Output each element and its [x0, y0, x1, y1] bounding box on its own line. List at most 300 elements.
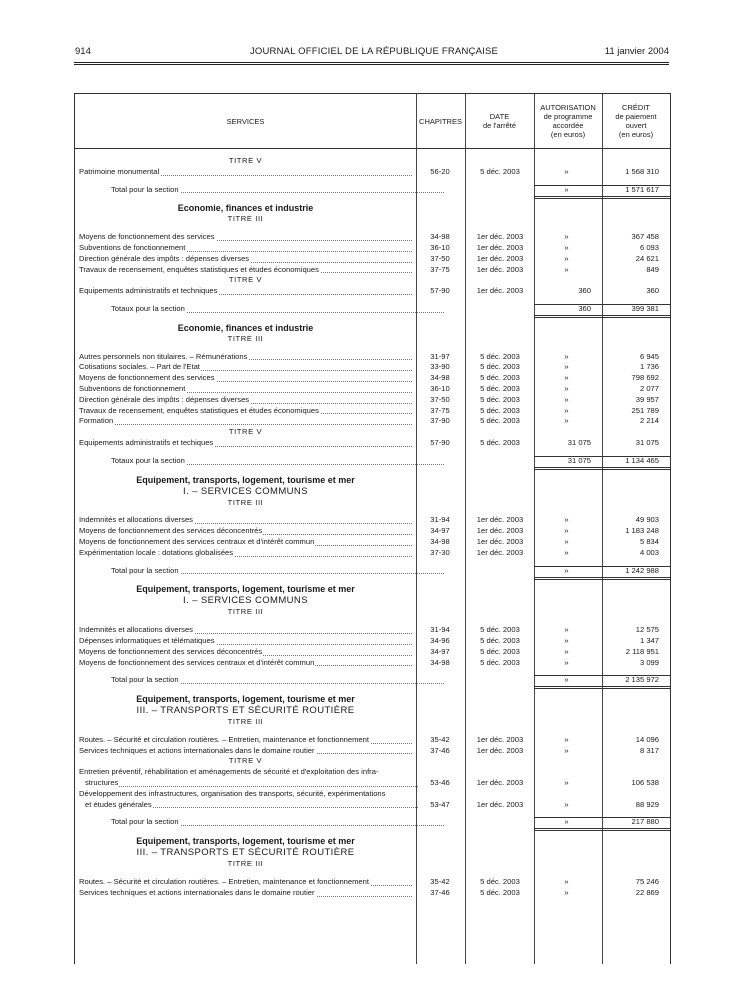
- service-label: [79, 636, 412, 647]
- credit-cell: [599, 362, 669, 373]
- table-row: [75, 717, 670, 728]
- table-row: [75, 304, 670, 315]
- autorisation-cell: »: [564, 547, 569, 557]
- titre-heading: TITRE V: [228, 156, 263, 165]
- subsection-heading: I. – SERVICES COMMUNS: [183, 595, 308, 607]
- autorisation-cell: »: [564, 184, 569, 194]
- credit-value: 5 834: [639, 536, 659, 546]
- service-text: Total pour la section: [111, 565, 179, 575]
- credit-cell: [599, 877, 669, 888]
- table-row: [75, 486, 670, 498]
- autorisation-cell: »: [564, 625, 569, 635]
- section-heading: Equipement, transports, logement, tourisme et mer: [136, 836, 355, 847]
- autorisation-cell: »: [564, 383, 569, 393]
- credit-cell: [599, 254, 669, 265]
- table-row: [75, 406, 670, 417]
- credit-value: 1 571 617: [625, 184, 659, 194]
- table-row: [75, 373, 670, 384]
- date-cell: 1er déc. 2003: [476, 232, 524, 242]
- credit-value: 367 458: [631, 232, 659, 242]
- table-row: [75, 178, 670, 185]
- credit-cell: [599, 304, 669, 315]
- chapitre-cell: 35-42: [430, 734, 450, 744]
- credit-value: 798 692: [631, 373, 659, 383]
- date-cell: 1er déc. 2003: [476, 242, 524, 252]
- date-cell: 5 déc. 2003: [480, 646, 520, 656]
- chapitre-cell: 33-90: [430, 362, 450, 372]
- service-label: [79, 548, 412, 559]
- table-row: [75, 467, 670, 474]
- service-label: [79, 625, 412, 636]
- chapitre-cell: 56-20: [430, 166, 450, 176]
- table-row: [75, 515, 670, 526]
- table-row: [75, 334, 670, 345]
- autorisation-cell: »: [564, 799, 569, 809]
- table-row: [75, 566, 670, 577]
- table-row: [75, 800, 670, 811]
- autorisation-cell: 360: [578, 286, 591, 296]
- service-text: Dépenses informatiques et télématiques: [79, 635, 215, 645]
- credit-cell: [599, 243, 669, 254]
- table-row: [75, 345, 670, 352]
- page-number: 914: [75, 46, 91, 57]
- credit-value: 39 957: [635, 394, 659, 404]
- service-label: [79, 877, 412, 888]
- table-row: [75, 686, 670, 693]
- date-cell: 1er déc. 2003: [476, 547, 524, 557]
- titre-heading: TITRE III: [227, 717, 264, 727]
- table-row: [75, 888, 670, 899]
- table-row: [75, 746, 670, 757]
- leader-dots: [85, 786, 418, 787]
- credit-cell: [599, 526, 669, 537]
- service-label: [79, 767, 412, 778]
- service-text: Totaux pour la section: [111, 303, 185, 313]
- autorisation-cell: »: [564, 817, 569, 827]
- credit-value: 3 099: [639, 657, 659, 667]
- credit-value: 2 214: [639, 416, 659, 426]
- autorisation-cell: 31 075: [567, 437, 591, 447]
- date-cell: 5 déc. 2003: [480, 166, 520, 176]
- service-label: [79, 373, 412, 384]
- credit-cell: [599, 167, 669, 178]
- autorisation-cell: »: [564, 675, 569, 685]
- chapitre-cell: 37-75: [430, 405, 450, 415]
- table-row: [75, 225, 670, 232]
- table-row: [75, 595, 670, 607]
- credit-cell: [599, 675, 669, 686]
- col-header-date: DATE de l'arrêté: [465, 94, 534, 149]
- table-row: [75, 548, 670, 559]
- date-cell: 5 déc. 2003: [480, 416, 520, 426]
- chapitre-cell: 53-46: [430, 778, 450, 788]
- table-row: [75, 647, 670, 658]
- credit-value: 88 929: [635, 799, 659, 809]
- service-text: Patrimoine monumental: [79, 166, 160, 176]
- table-row: [75, 254, 670, 265]
- service-label: [79, 243, 412, 254]
- table-row: [75, 877, 670, 888]
- service-text: Direction générale des impôts : dépenses diverses: [79, 394, 250, 404]
- chapitre-cell: 36-10: [430, 383, 450, 393]
- service-text: Services techniques et actions internationales dans le domaine routier: [79, 887, 315, 897]
- table-row: [75, 828, 670, 835]
- service-text: Indemnités et allocations diverses: [79, 625, 193, 635]
- chapitre-cell: 34-97: [430, 526, 450, 536]
- credit-value: 6 945: [639, 351, 659, 361]
- table-row: [75, 693, 670, 705]
- chapitre-cell: 34-98: [430, 536, 450, 546]
- table-row: [75, 756, 670, 767]
- autorisation-cell: 360: [578, 303, 591, 313]
- service-text: Autres personnels non titulaires. – Rémunérations: [79, 351, 248, 361]
- table-row: [75, 352, 670, 363]
- table-row: [75, 243, 670, 254]
- service-label: [79, 746, 412, 757]
- autorisation-cell: »: [564, 657, 569, 667]
- chapitre-cell: 34-98: [430, 232, 450, 242]
- chapitre-cell: 34-98: [430, 373, 450, 383]
- table-row: [75, 195, 670, 202]
- service-text: et études générales: [85, 799, 152, 809]
- date-cell: 5 déc. 2003: [480, 877, 520, 887]
- total-label: [111, 185, 444, 196]
- credit-value: 360: [646, 286, 659, 296]
- chapitre-cell: 57-90: [430, 286, 450, 296]
- service-text: Equipements administratifs et techniques: [79, 286, 218, 296]
- autorisation-cell: »: [564, 253, 569, 263]
- service-text: Direction générale des impôts : dépenses diverses: [79, 253, 250, 263]
- table-row: [75, 767, 670, 778]
- total-label: [111, 304, 444, 315]
- credit-cell: [599, 384, 669, 395]
- autorisation-cell: »: [564, 565, 569, 575]
- autorisation-cell: »: [564, 416, 569, 426]
- credit-value: 6 093: [639, 242, 659, 252]
- table-row: [75, 859, 670, 870]
- service-text: Total pour la section: [111, 675, 179, 685]
- date-cell: 5 déc. 2003: [480, 657, 520, 667]
- service-text: Travaux de recensement, enquêtes statistiques et études économiques: [79, 264, 319, 274]
- service-label: [79, 406, 412, 417]
- chapitre-cell: 34-96: [430, 635, 450, 645]
- service-text: Formation: [79, 416, 114, 426]
- credit-value: 31 075: [635, 437, 659, 447]
- credit-value: 1 134 465: [625, 455, 659, 465]
- credit-cell: [599, 438, 669, 449]
- credit-value: 1 242 988: [625, 565, 659, 575]
- service-label: [79, 416, 412, 427]
- credit-cell: [599, 548, 669, 559]
- service-text: Total pour la section: [111, 817, 179, 827]
- table-row: [75, 576, 670, 583]
- table-row: [75, 416, 670, 427]
- total-label: [111, 566, 444, 577]
- service-label: [79, 384, 412, 395]
- table-row: [75, 658, 670, 669]
- service-text: Moyens de fonctionnement des services centraux et d'intérêt commun: [79, 657, 315, 667]
- service-label: [79, 526, 412, 537]
- credit-cell: [599, 636, 669, 647]
- credit-value: 24 621: [635, 253, 659, 263]
- table-row: [75, 625, 670, 636]
- credit-value: 75 246: [635, 877, 659, 887]
- credit-cell: [599, 416, 669, 427]
- service-text: Total pour la section: [111, 184, 179, 194]
- section-heading: Economie, finances et industrie: [177, 322, 314, 333]
- autorisation-cell: »: [564, 877, 569, 887]
- credit-value: 251 789: [631, 405, 659, 415]
- titre-heading: TITRE V: [228, 756, 263, 766]
- date-cell: 5 déc. 2003: [480, 383, 520, 393]
- total-label: [111, 817, 444, 828]
- date-cell: 1er déc. 2003: [476, 515, 524, 525]
- credit-cell: [599, 800, 669, 811]
- titre-heading: TITRE III: [227, 607, 264, 617]
- date-cell: 1er déc. 2003: [476, 286, 524, 296]
- chapitre-cell: 53-47: [430, 799, 450, 809]
- service-label: [79, 232, 412, 243]
- credit-cell: [599, 456, 669, 467]
- chapitre-cell: 34-97: [430, 646, 450, 656]
- table-row: [75, 778, 670, 789]
- autorisation-cell: »: [564, 646, 569, 656]
- col-header-services: SERVICES: [75, 94, 416, 149]
- table-row: [75, 675, 670, 686]
- service-text: Subventions de fonctionnement: [79, 383, 186, 393]
- service-text: Moyens de fonctionnement des services: [79, 373, 215, 383]
- chapitre-cell: 57-90: [430, 437, 450, 447]
- credit-cell: [599, 286, 669, 297]
- service-text: Routes. – Sécurité et circulation routières. – Entretien, maintenance et fonctionnement: [79, 734, 369, 744]
- table-row: [75, 636, 670, 647]
- table-row: [75, 810, 670, 817]
- credit-value: 14 096: [635, 734, 659, 744]
- date-cell: 1er déc. 2003: [476, 799, 524, 809]
- credit-value: 399 381: [631, 303, 659, 313]
- chapitre-cell: 31-97: [430, 351, 450, 361]
- titre-heading: TITRE V: [228, 427, 263, 437]
- table-row: [75, 705, 670, 717]
- table-row: [75, 315, 670, 322]
- service-text: Services techniques et actions internationales dans le domaine routier: [79, 745, 315, 755]
- table-row: [75, 232, 670, 243]
- service-text: Subventions de fonctionnement: [79, 242, 186, 252]
- service-text: Totaux pour la section: [111, 455, 185, 465]
- service-text: Entretien préventif, réhabilitation et aménagements de sécurité et d'exploitation des infra-: [79, 767, 379, 777]
- service-text: Moyens de fonctionnement des services déconcentrés: [79, 646, 263, 656]
- service-label: [79, 537, 412, 548]
- table-row: [75, 167, 670, 178]
- credit-value: 1 568 310: [625, 166, 659, 176]
- table-row: [75, 438, 670, 449]
- date-cell: 1er déc. 2003: [476, 526, 524, 536]
- table-row: [75, 847, 670, 859]
- credit-value: 8 317: [639, 745, 659, 755]
- total-label: [111, 456, 444, 467]
- section-heading: Economie, finances et industrie: [177, 203, 314, 214]
- chapitre-cell: 31-94: [430, 515, 450, 525]
- credit-cell: [599, 746, 669, 757]
- credit-cell: [599, 265, 669, 276]
- service-text: Equipements administratifs et techiques: [79, 437, 214, 447]
- service-label: [79, 362, 412, 373]
- table-row: [75, 728, 670, 735]
- table-row: [75, 668, 670, 675]
- table-row: [75, 559, 670, 566]
- credit-cell: [599, 232, 669, 243]
- autorisation-cell: »: [564, 405, 569, 415]
- table-row: [75, 156, 670, 167]
- autorisation-cell: »: [564, 515, 569, 525]
- credit-value: 1 347: [639, 635, 659, 645]
- autorisation-cell: »: [564, 351, 569, 361]
- col-header-credit: CRÉDIT de paiement ouvert (en euros): [602, 94, 670, 149]
- credit-value: 22 869: [635, 887, 659, 897]
- chapitre-cell: 37-46: [430, 745, 450, 755]
- credits-table: [74, 93, 671, 964]
- leader-dots: [79, 424, 412, 425]
- credit-cell: [599, 658, 669, 669]
- credit-value: 2 135 972: [625, 675, 659, 685]
- date-cell: 1er déc. 2003: [476, 536, 524, 546]
- titre-heading: TITRE III: [227, 333, 264, 343]
- date-cell: 5 déc. 2003: [480, 394, 520, 404]
- table-row: [75, 817, 670, 828]
- service-label: [79, 286, 412, 297]
- table-row: [75, 202, 670, 214]
- col-header-autorisation: AUTORISATION de programme accordée (en euros): [534, 94, 602, 149]
- date-cell: 1er déc. 2003: [476, 253, 524, 263]
- titre-heading: TITRE III: [227, 214, 264, 224]
- service-label: [79, 647, 412, 658]
- table-row: [75, 322, 670, 334]
- credit-cell: [599, 406, 669, 417]
- chapitre-cell: 37-46: [430, 887, 450, 897]
- table-row: [75, 508, 670, 515]
- date-cell: 5 déc. 2003: [480, 625, 520, 635]
- chapitre-cell: 35-42: [430, 877, 450, 887]
- service-label: [79, 254, 412, 265]
- titre-heading: TITRE V: [228, 275, 263, 285]
- table-body: [75, 149, 670, 899]
- autorisation-cell: »: [564, 778, 569, 788]
- chapitre-cell: 37-75: [430, 264, 450, 274]
- date-cell: 1er déc. 2003: [476, 734, 524, 744]
- subsection-heading: III. – TRANSPORTS ET SÉCURITÉ ROUTIÈRE: [136, 847, 355, 859]
- service-label: [85, 778, 418, 789]
- chapitre-cell: 34-98: [430, 657, 450, 667]
- credit-value: 106 538: [631, 778, 659, 788]
- table-row: [75, 835, 670, 847]
- service-label: [79, 395, 412, 406]
- date-cell: 5 déc. 2003: [480, 635, 520, 645]
- table-row: [75, 395, 670, 406]
- credit-cell: [599, 185, 669, 196]
- credit-cell: [599, 566, 669, 577]
- col-header-chapitres: CHAPITRES: [416, 94, 465, 149]
- table-row: [75, 537, 670, 548]
- autorisation-cell: »: [564, 362, 569, 372]
- service-label: [79, 735, 412, 746]
- credit-cell: [599, 373, 669, 384]
- table-row: [75, 789, 670, 800]
- autorisation-cell: 31 075: [567, 455, 591, 465]
- chapitre-cell: 37-50: [430, 253, 450, 263]
- subsection-heading: I. – SERVICES COMMUNS: [183, 485, 308, 497]
- titre-heading: TITRE III: [227, 497, 264, 507]
- date-cell: 5 déc. 2003: [480, 351, 520, 361]
- table-row: [75, 384, 670, 395]
- table-row: [75, 149, 670, 156]
- autorisation-cell: »: [564, 635, 569, 645]
- table-row: [75, 185, 670, 196]
- table-row: [75, 607, 670, 618]
- date-cell: 1er déc. 2003: [476, 778, 524, 788]
- credit-cell: [599, 735, 669, 746]
- credit-value: 1 183 248: [625, 526, 659, 536]
- autorisation-cell: »: [564, 526, 569, 536]
- date-cell: 1er déc. 2003: [476, 745, 524, 755]
- credit-value: 49 903: [635, 515, 659, 525]
- service-text: Cotisations sociales. – Part de l'Etat: [79, 362, 200, 372]
- service-text: Développement des infrastructures, organisation des transports, sécurité, expérimentations: [79, 788, 386, 798]
- subsection-heading: III. – TRANSPORTS ET SÉCURITÉ ROUTIÈRE: [136, 705, 355, 717]
- table-row: [75, 456, 670, 467]
- service-text: Moyens de fonctionnement des services centraux et d'intérêt commun: [79, 536, 315, 546]
- autorisation-cell: »: [564, 734, 569, 744]
- section-heading: Equipement, transports, logement, tourisme et mer: [136, 694, 355, 705]
- credit-value: 849: [646, 264, 659, 274]
- credit-value: 2 077: [639, 383, 659, 393]
- service-text: Indemnités et allocations diverses: [79, 515, 193, 525]
- service-label: [79, 438, 412, 449]
- table-row: [75, 735, 670, 746]
- table-row: [75, 618, 670, 625]
- credit-cell: [599, 647, 669, 658]
- credit-value: 1 736: [639, 362, 659, 372]
- service-label: [79, 789, 412, 800]
- table-row: [75, 286, 670, 297]
- service-text: Travaux de recensement, enquêtes statistiques et études économiques: [79, 405, 319, 415]
- credit-value: 4 003: [639, 547, 659, 557]
- total-label: [111, 675, 444, 686]
- credit-cell: [599, 625, 669, 636]
- date-cell: 5 déc. 2003: [480, 887, 520, 897]
- service-label: [85, 800, 418, 811]
- chapitre-cell: 36-10: [430, 242, 450, 252]
- table-row: [75, 275, 670, 286]
- autorisation-cell: »: [564, 242, 569, 252]
- service-text: structures: [85, 778, 119, 788]
- autorisation-cell: »: [564, 166, 569, 176]
- table-row: [75, 297, 670, 304]
- service-label: [79, 352, 412, 363]
- table-row: [75, 214, 670, 225]
- credit-cell: [599, 537, 669, 548]
- table-row: [75, 362, 670, 373]
- table-row: [75, 526, 670, 537]
- credit-value: 12 575: [635, 625, 659, 635]
- service-text: Moyens de fonctionnement des services: [79, 232, 215, 242]
- section-heading: Equipement, transports, logement, tourisme et mer: [136, 584, 355, 595]
- service-text: Routes. – Sécurité et circulation routières. – Entretien, maintenance et fonctionnement: [79, 877, 369, 887]
- service-label: [79, 265, 412, 276]
- chapitre-cell: 37-90: [430, 416, 450, 426]
- date-cell: 5 déc. 2003: [480, 437, 520, 447]
- autorisation-cell: »: [564, 887, 569, 897]
- service-text: Moyens de fonctionnement des services déconcentrés: [79, 526, 263, 536]
